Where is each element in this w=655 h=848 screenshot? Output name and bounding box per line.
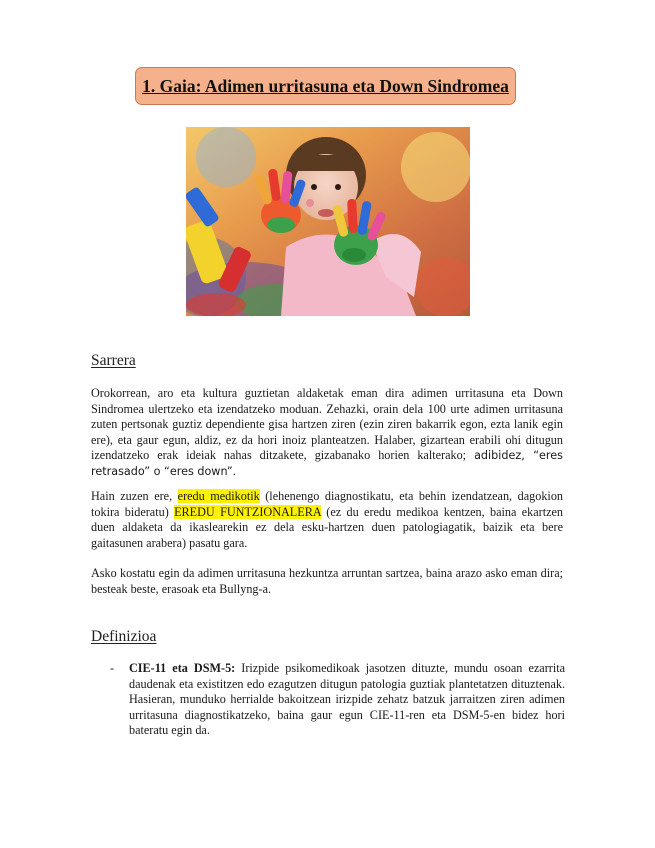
title-box <box>135 67 516 105</box>
section-heading-definizioa: Definizioa <box>91 628 157 645</box>
paragraph-models-c: (ez du eredu medikoa kentzen, baina ekartzen duen aldaketa da ikaslearekin ez dela esku-hartzen duen patologiagatik, baizik eta bere gaitasunen arabera) pasatu gara. <box>91 504 564 550</box>
paragraph-models-a: Hain zuzen ere, <box>91 489 173 503</box>
child-painted-hands-photo <box>186 127 470 316</box>
paragraph-intro-text: Orokorrean, aro eta kultura guztietan aldaketak eman dira adimen urritasuna eta Down Sindromea ulertzeko eta izendatzeko moduan. Zehazki, orain dela 100 urte adimen urritasuna zuten pertsonak guztiz dependiente gisa hartzen ziren (ezin ziren bakarrik egon, ezta lanik egin ere), eta gaur egun, aldiz, ez da hori inoiz planteatzen. Halaber, gizartean erabili ohi ditugun izendatzeko erak ideiak nahas ditzakete, gizabanako horien kalterako; <box>91 386 563 463</box>
list-item-description: Irizpide psikomedikoak jasotzen dituzte, mundu osoan ezarrita daudenak eta existitzen edo ezagutzen ditugun patologia guztiak plantetatzen dituztenak. Hasieran, munduko herrialde bakoitzean irizpide zehatz batzuk jarraitzen ziren adimen urritasuna diagnostikatzeko, baina gaur egun CIE-11-ren eta DSM-5-en bidez hori bateratu egin da. <box>129 661 565 738</box>
paragraph-intro <box>91 386 563 480</box>
paragraph-models <box>91 489 563 551</box>
naming-examples: adibidez, “eres retrasado” o “eres down” <box>91 449 564 478</box>
highlight-functional-model: EREDU FUNTZIONALERA <box>174 504 321 519</box>
photo-illustration <box>186 127 470 316</box>
paragraph-inclusion: Asko kostatu egin da adimen urritasuna hezkuntza arruntan sartzea, baina arazo asko eman dira; besteak beste, erasoak eta Bullyng-a. <box>91 566 563 596</box>
list-item-term: CIE-11 eta DSM-5: <box>129 661 236 675</box>
section-heading-sarrera: Sarrera <box>91 352 136 369</box>
list-bullet: - <box>110 661 115 675</box>
paragraph-models-b: (lehenengo diagnostikatu, eta behin izendatzean, dagokion tokira bideratu) <box>91 489 564 519</box>
page-title: 1. Gaia: Adimen urritasuna eta Down Sindromea <box>142 75 509 96</box>
paragraph-intro-end: . <box>232 463 236 478</box>
highlight-medical-model: eredu medikotik <box>177 489 260 503</box>
list-item-text <box>129 661 565 739</box>
